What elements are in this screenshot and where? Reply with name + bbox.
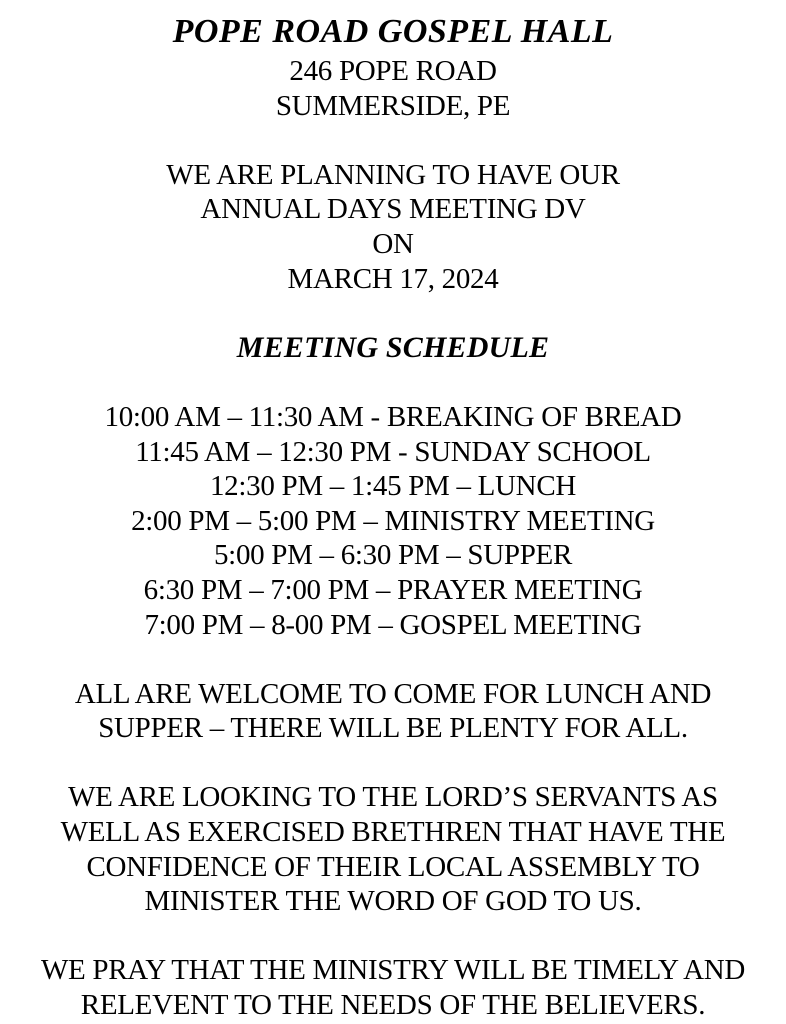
address-line-2: SUMMERSIDE, PE (275, 89, 511, 122)
spacer (0, 746, 786, 781)
spacer (0, 296, 786, 331)
welcome-paragraph-line: SUPPER – THERE WILL BE PLENTY FOR ALL. (98, 712, 688, 745)
announcement-line: ON (372, 227, 414, 260)
servants-paragraph-line: WELL AS EXERCISED BRETHREN THAT HAVE THE (60, 816, 726, 849)
schedule-item: 2:00 PM – 5:00 PM – MINISTRY MEETING (131, 504, 655, 537)
schedule-item: 7:00 PM – 8-00 PM – GOSPEL MEETING (144, 608, 642, 641)
welcome-paragraph-line: ALL ARE WELCOME TO COME FOR LUNCH AND (74, 677, 712, 710)
prayer-paragraph-line: WE PRAY THAT THE MINISTRY WILL BE TIMELY AND (40, 954, 746, 987)
announcement-line: WE ARE PLANNING TO HAVE OUR (166, 158, 620, 191)
spacer (0, 123, 786, 158)
schedule-item: 6:30 PM – 7:00 PM – PRAYER MEETING (143, 573, 643, 606)
document-title: POPE ROAD GOSPEL HALL (172, 13, 614, 50)
prayer-paragraph-line: RELEVENT TO THE NEEDS OF THE BELIEVERS. (80, 989, 706, 1022)
address-line-1: 246 POPE ROAD (289, 55, 497, 87)
servants-paragraph-line: MINISTER THE WORD OF GOD TO US. (144, 885, 642, 918)
schedule-item: 12:30 PM – 1:45 PM – LUNCH (209, 470, 577, 503)
schedule-heading: MEETING SCHEDULE (236, 330, 550, 364)
servants-paragraph-line: WE ARE LOOKING TO THE LORD’S SERVANTS AS (68, 781, 718, 814)
spacer (0, 365, 786, 400)
spacer (0, 919, 786, 954)
spacer (0, 642, 786, 677)
servants-paragraph-line: CONFIDENCE OF THEIR LOCAL ASSEMBLY TO (86, 850, 700, 883)
announcement-date: MARCH 17, 2024 (287, 262, 499, 295)
schedule-item: 5:00 PM – 6:30 PM – SUPPER (213, 539, 573, 572)
announcement-line: ANNUAL DAYS MEETING DV (200, 193, 586, 226)
schedule-item: 11:45 AM – 12:30 PM - SUNDAY SCHOOL (135, 435, 651, 468)
schedule-item: 10:00 AM – 11:30 AM - BREAKING OF BREAD (104, 400, 682, 433)
